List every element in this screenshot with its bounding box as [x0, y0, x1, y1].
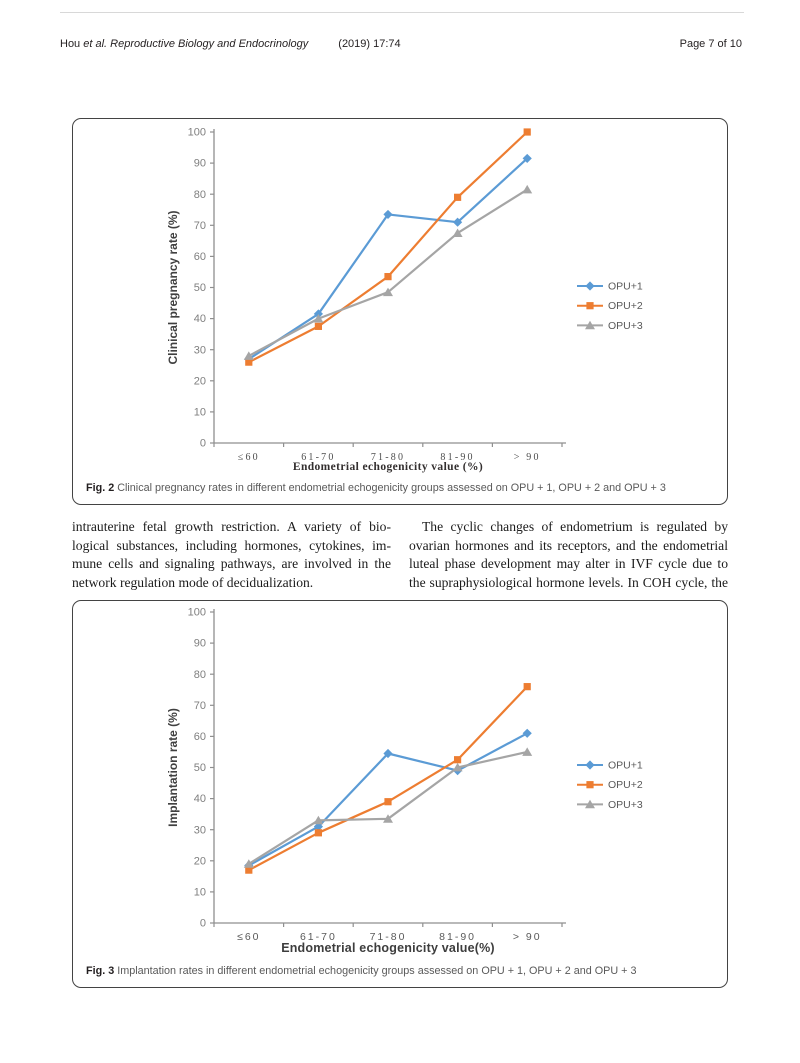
square-marker	[384, 798, 391, 805]
series-line	[249, 132, 527, 362]
x-tick-label: 61-70	[301, 452, 336, 463]
triangle-marker	[522, 185, 532, 194]
legend-label: OPU+2	[608, 779, 643, 792]
series-opu2	[245, 683, 531, 874]
y-tick-label: 30	[193, 344, 206, 357]
running-head-left	[60, 38, 401, 50]
square-marker	[454, 756, 461, 763]
square-marker	[315, 829, 322, 836]
body-text-line: luteal phase development may alter in IVF cycle due to	[409, 556, 728, 571]
body-column-right	[409, 518, 728, 592]
square-marker	[315, 323, 322, 330]
y-tick-label: 40	[193, 313, 206, 326]
x-tick-label: > 90	[512, 931, 542, 943]
y-tick-label: 10	[193, 406, 206, 419]
body-text-line: the supraphysiological hormone levels. In COH cycle, the	[409, 574, 728, 590]
citation: (2019) 17:74	[338, 38, 401, 50]
x-tick-label: ≤60	[237, 452, 260, 463]
figure-2-panel	[72, 118, 728, 505]
page-top-rule	[60, 12, 744, 13]
figure-3-label: Fig. 3	[86, 965, 115, 977]
figure-2-label: Fig. 2	[86, 482, 115, 494]
square-marker	[586, 302, 593, 309]
y-tick-label: 40	[193, 793, 206, 806]
square-marker	[454, 194, 461, 201]
x-axis-title: Endometrial echogenicity value (%)	[292, 461, 484, 473]
body-text-line: The cyclic changes of endometrium is regulated by	[422, 519, 728, 534]
page-number: Page 7 of 10	[679, 38, 742, 50]
y-tick-label: 90	[193, 157, 206, 170]
x-tick-label: ≤60	[237, 931, 261, 943]
journal-title: et al. Reproductive Biology and Endocrinology	[83, 38, 309, 50]
body-column-left	[72, 518, 391, 592]
y-tick-label: 80	[193, 188, 206, 201]
diamond-marker	[585, 281, 594, 290]
square-marker	[586, 781, 593, 788]
y-tick-label: 20	[193, 855, 206, 868]
body-text-line: mune cells and signaling pathways, are involved in the	[72, 556, 391, 571]
square-marker	[384, 273, 391, 280]
legend	[577, 760, 643, 811]
body-text-line: network regulation mode of decidualization.	[72, 574, 314, 590]
y-tick-label: 0	[199, 917, 206, 930]
x-axis-title: Endometrial echogenicity value(%)	[281, 941, 495, 955]
y-axis-ticks	[188, 607, 214, 930]
y-tick-label: 60	[193, 731, 206, 743]
figure-2-caption	[86, 482, 714, 495]
legend-label: OPU+1	[608, 759, 643, 772]
x-axis-ticks	[214, 443, 562, 463]
legend-label: OPU+3	[608, 798, 643, 811]
y-tick-label: 100	[187, 606, 206, 619]
series-line	[249, 158, 527, 359]
figure-2-caption-text: Clinical pregnancy rates in different endometrial echogenicity groups assessed on OPU + 1, OPU + 2 and OPU + 3	[117, 482, 666, 494]
diamond-marker	[523, 729, 532, 738]
legend-label: OPU+1	[608, 280, 643, 293]
x-tick-label: 61-70	[299, 931, 337, 943]
fig3-line-chart	[73, 601, 727, 963]
figure-3-caption-text: Implantation rates in different endometrial echogenicity groups assessed on OPU + 1, OPU + 2 and OPU + 3	[117, 965, 637, 977]
square-marker	[524, 683, 531, 690]
y-tick-label: 10	[193, 886, 206, 899]
x-axis-ticks	[214, 923, 562, 943]
x-tick-label: 81-90	[439, 931, 477, 943]
series-opu2	[245, 128, 531, 365]
y-tick-label: 0	[199, 437, 206, 450]
y-tick-label: 20	[193, 375, 206, 388]
square-marker	[524, 128, 531, 135]
x-tick-label: 81-90	[440, 452, 475, 463]
x-tick-label: > 90	[513, 452, 541, 463]
legend	[577, 281, 643, 332]
body-text-line: ovarian hormones and its receptors, and the endometrial	[409, 537, 728, 553]
y-tick-label: 70	[193, 699, 206, 712]
legend-label: OPU+3	[608, 319, 643, 332]
axes	[214, 609, 566, 923]
body-text-line: logical substances, including hormones, cytokines, im-	[72, 537, 391, 553]
y-axis-title: Clinical pregnancy rate (%)	[166, 210, 180, 365]
legend-label: OPU+2	[608, 300, 643, 313]
author-name: Hou	[60, 38, 84, 50]
y-tick-label: 30	[193, 824, 206, 837]
figure-3-caption	[86, 965, 714, 978]
series-opu1	[244, 154, 532, 364]
y-tick-label: 60	[193, 251, 206, 263]
x-tick-label: 71-80	[370, 452, 406, 463]
y-tick-label: 80	[193, 668, 206, 681]
y-axis-title: Implantation rate (%)	[166, 708, 180, 827]
y-axis-ticks	[188, 127, 214, 450]
axes	[214, 129, 566, 443]
y-tick-label: 50	[193, 282, 206, 295]
triangle-marker	[522, 747, 532, 756]
y-tick-label: 90	[193, 637, 206, 650]
x-tick-label: 71-80	[369, 931, 407, 943]
y-tick-label: 70	[193, 219, 206, 232]
fig2-line-chart	[73, 119, 727, 479]
body-text-line: intrauterine fetal growth restriction. A variety of bio-	[72, 519, 391, 534]
y-tick-label: 100	[187, 126, 206, 139]
diamond-marker	[585, 760, 594, 769]
figure-3-panel	[72, 600, 728, 988]
y-tick-label: 50	[193, 762, 206, 775]
running-header	[60, 38, 742, 50]
